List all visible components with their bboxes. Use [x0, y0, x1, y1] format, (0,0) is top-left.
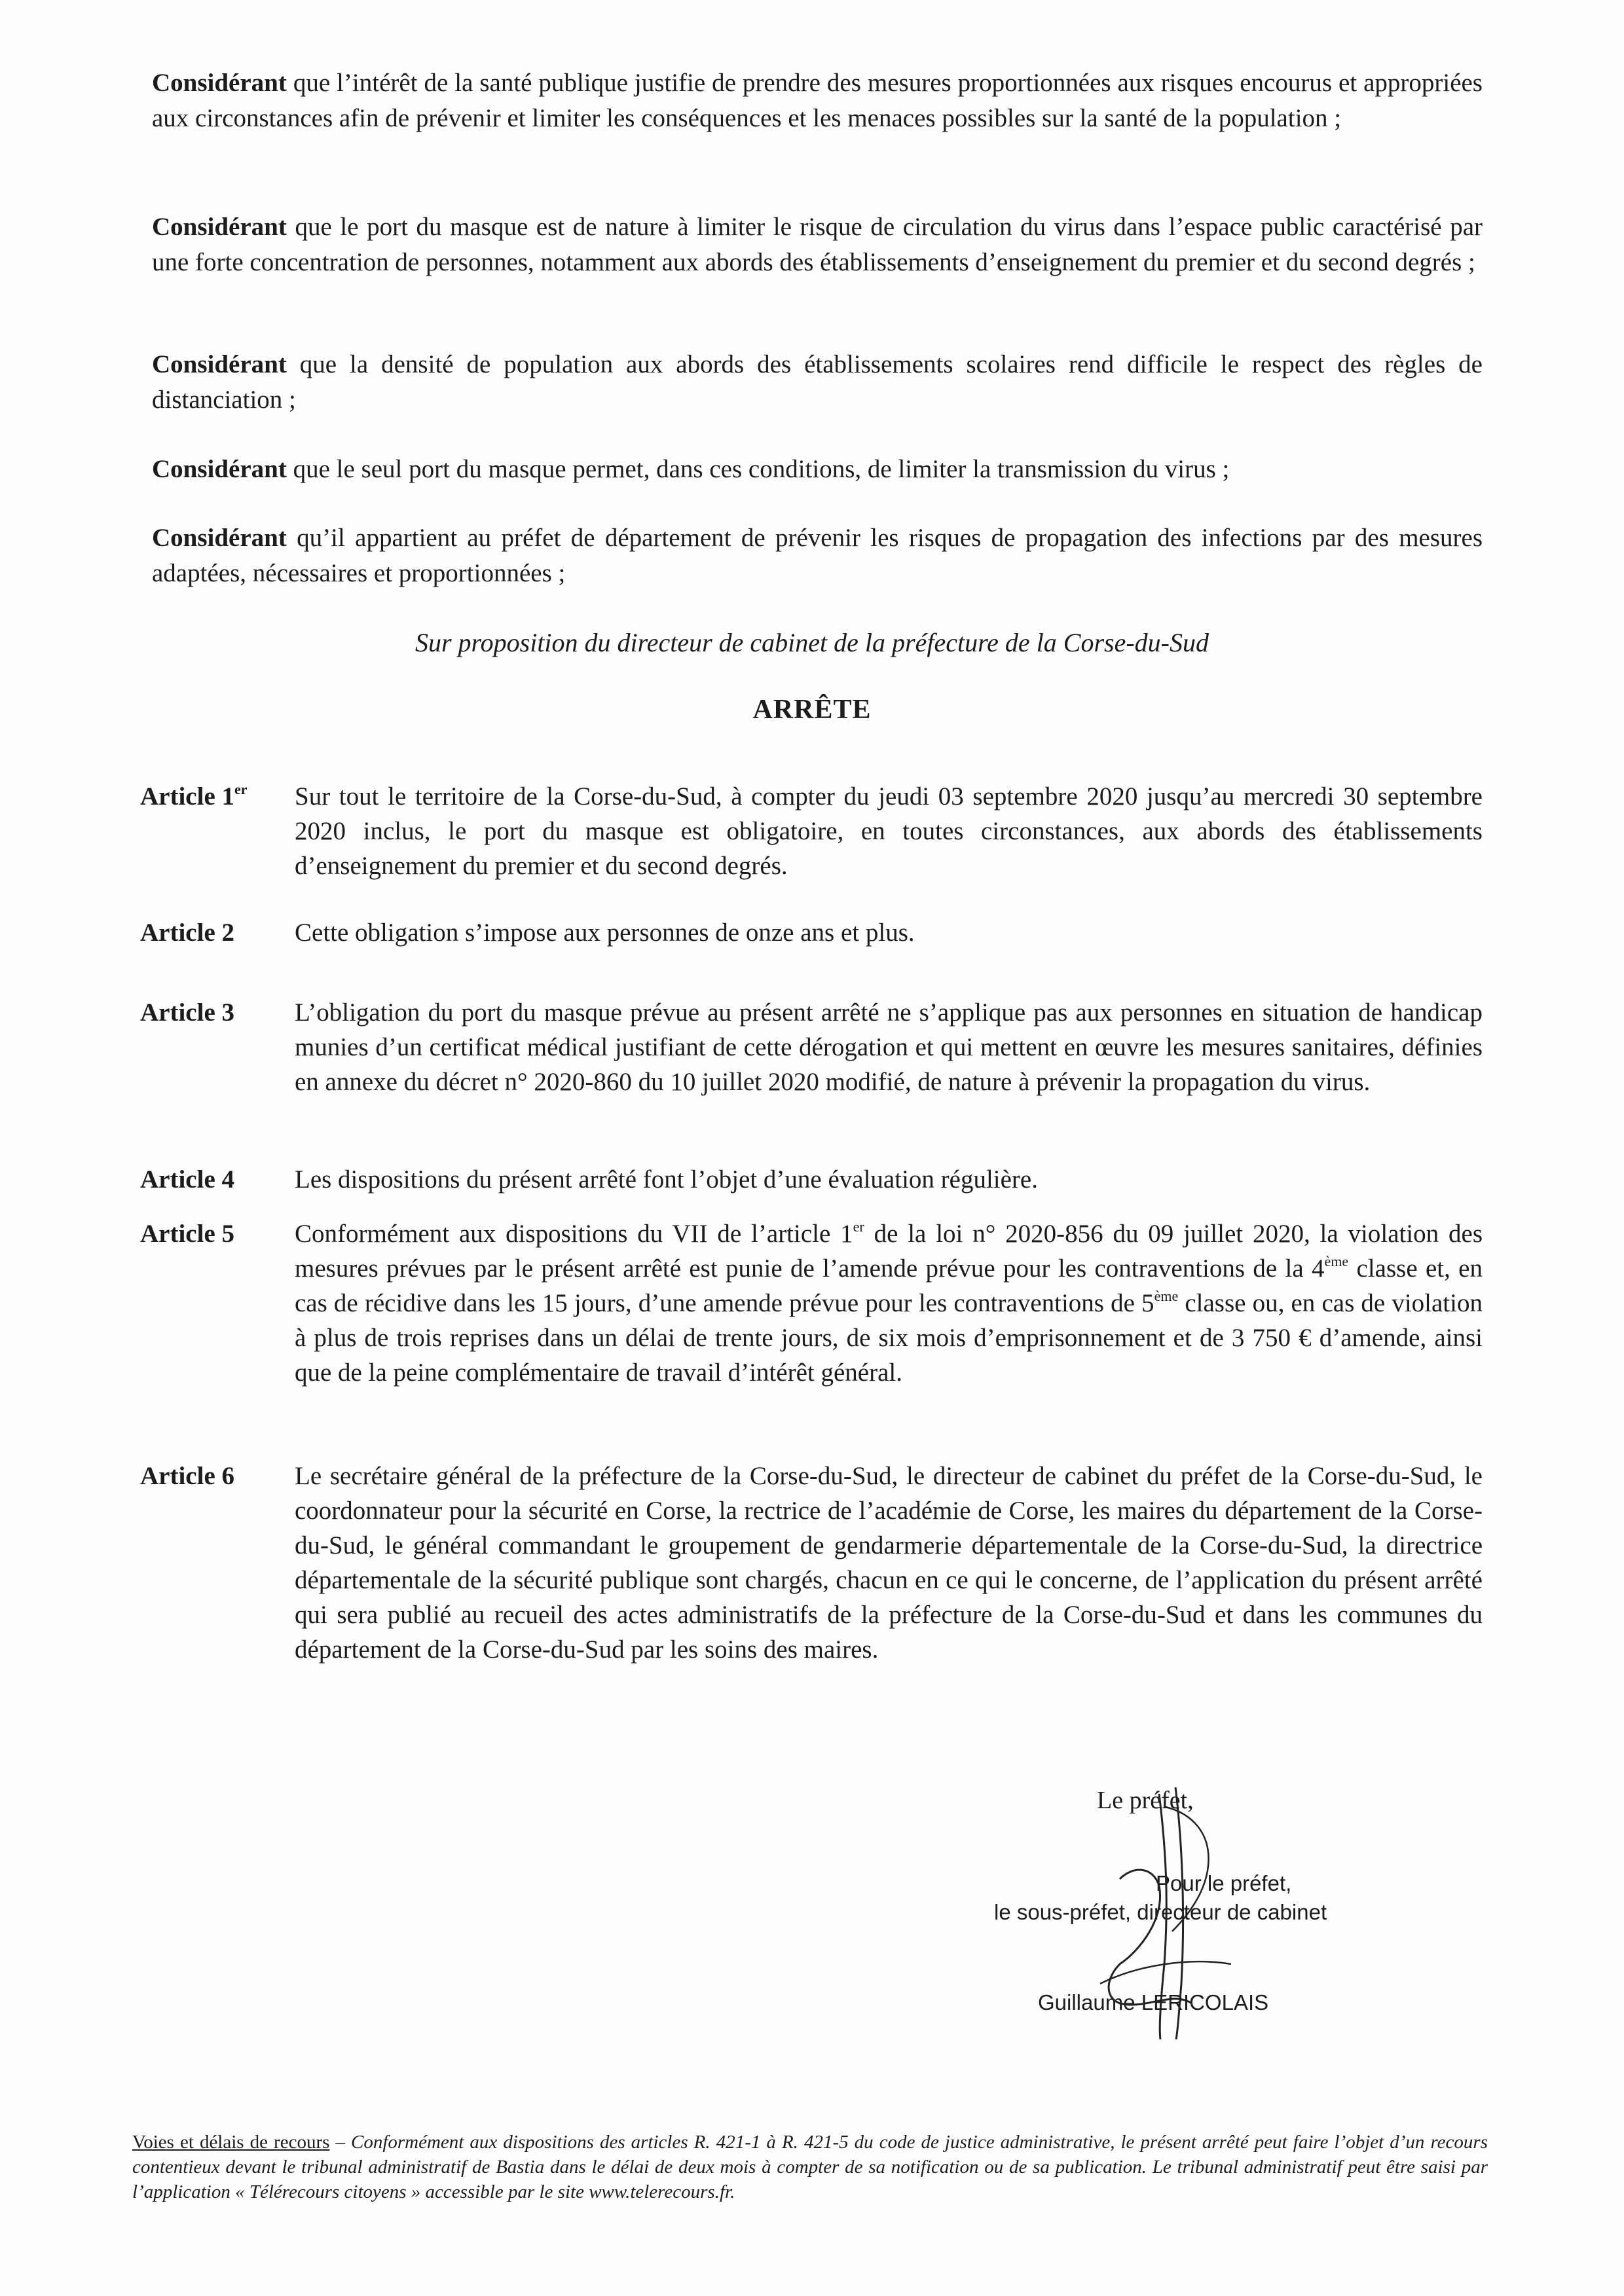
- considerant-keyword: Considérant: [152, 524, 287, 552]
- decree-title: ARRÊTE: [752, 695, 872, 725]
- considerant-4: [152, 452, 1483, 487]
- considerant-text: que le seul port du masque permet, dans ces conditions, de limiter la transmission du virus ;: [286, 455, 1230, 483]
- article-label: Article 6: [140, 1462, 235, 1490]
- considerant-2: [152, 210, 1483, 280]
- considerant-text: que la densité de population aux abords des établissements scolaires rend difficile le respect des règles de distanciation ;: [152, 350, 1483, 414]
- article-text: Les dispositions du présent arrêté font l’objet d’une évaluation régulière.: [295, 1165, 1038, 1194]
- article-label: Article 2: [140, 919, 235, 947]
- considerant-5: [152, 520, 1483, 591]
- footer-text: – Conformément aux dispositions des articles R. 421-1 à R. 421-5 du code de justice administrative, le présent arrêté peut faire l’objet d’un recours contentieux devant le tribunal administratif de Bastia dans le délai de deux mois à compter de sa notification ou de sa publication. Le tribunal administratif peut être saisi par l’application « Télérecours citoyens » accessible par le site www.telerecours.fr.: [132, 2132, 1488, 2202]
- article-6: [140, 1459, 1483, 1667]
- article-label: Article 4: [140, 1165, 235, 1194]
- article-text: Sur tout le territoire de la Corse-du-Sud, à compter du jeudi 03 septembre 2020 jusqu’au mercredi 30 septembre 2020 inclus, le port du masque est obligatoire, en toutes circonstances, aux abords des établissements d’enseignement du premier et du second degrés.: [295, 782, 1483, 880]
- considerant-3: [152, 347, 1483, 418]
- footer-label: Voies et délais de recours: [132, 2132, 330, 2153]
- article-4: [140, 1162, 1483, 1197]
- article-text: Le secrétaire général de la préfecture de la Corse-du-Sud, le directeur de cabinet du préfet de la Corse-du-Sud, le coordonnateur pour la sécurité en Corse, la rectrice de l’académie de Corse, les maires du département de la Corse-du-Sud, le général commandant le groupement de gendarmerie départementale de la Corse-du-Sud, la directrice départementale de la sécurité publique sont chargés, chacun en ce qui le concerne, de l’application du présent arrêté qui sera publié au recueil des actes administratifs de la préfecture de la Corse-du-Sud et dans les communes du département de la Corse-du-Sud par les soins des maires.: [295, 1462, 1483, 1664]
- considerant-keyword: Considérant: [152, 69, 287, 97]
- considerant-text: qu’il appartient au préfet de département de prévenir les risques de propagation des infections par des mesures adaptées, nécessaires et proportionnées ;: [152, 524, 1483, 587]
- article-label: Article 3: [140, 998, 235, 1027]
- article-label: Article 5: [140, 1220, 235, 1248]
- article-2: [140, 915, 1483, 950]
- recourse-footer: [132, 2130, 1488, 2204]
- signature-line-pour: Pour le préfet,: [1156, 1871, 1292, 1895]
- considerant-text: que le port du masque est de nature à limiter le risque de circulation du virus dans l’espace public caractérisé par une forte concentration de personnes, notamment aux abords des établissements d’enseignement du premier et du second degrés ;: [152, 213, 1483, 276]
- signature-line-title: le sous-préfet, directeur de cabinet: [994, 1900, 1327, 1924]
- considerant-keyword: Considérant: [152, 213, 287, 241]
- article-text: L’obligation du port du masque prévue au présent arrêté ne s’applique pas aux personnes en situation de handicap munies d’un certificat médical justifiant de cette dérogation et qui mettent en œuvre les mesures sanitaires, définies en annexe du décret n° 2020-860 du 10 juillet 2020 modifié, de nature à prévenir la propagation du virus.: [295, 998, 1483, 1096]
- considerant-1: [152, 65, 1483, 136]
- considerant-keyword: Considérant: [152, 350, 287, 378]
- article-1: [140, 779, 1483, 883]
- considerant-text: que l’intérêt de la santé publique justifie de prendre des mesures proportionnées aux risques encourus et appropriées aux circonstances afin de prévenir et limiter les conséquences et les menaces possibles sur la santé de la population ;: [152, 69, 1483, 132]
- signature-line-prefet: Le préfet,: [1097, 1787, 1194, 1814]
- proposition-line: Sur proposition du directeur de cabinet de la préfecture de la Corse-du-Sud: [415, 628, 1209, 657]
- signature-name: Guillaume LERICOLAIS: [1038, 1990, 1269, 2014]
- article-text: Conformément aux dispositions du VII de l’article 1er de la loi n° 2020-856 du 09 juillet 2020, la violation des mesures prévues par le présent arrêté est punie de l’amende prévue pour les contraventions de la 4ème classe et, en cas de récidive dans les 15 jours, d’une amende prévue pour les contraventions de 5ème classe ou, en cas de violation à plus de trois reprises dans un délai de trente jours, de six mois d’emprisonnement et de 3 750 € d’amende, ainsi que de la peine complémentaire de travail d’intérêt général.: [295, 1218, 1483, 1387]
- article-3: [140, 995, 1483, 1099]
- considerant-keyword: Considérant: [152, 455, 287, 483]
- handwritten-signature: [1061, 1768, 1297, 2043]
- article-text: Cette obligation s’impose aux personnes de onze ans et plus.: [295, 919, 915, 947]
- article-label: Article 1er: [140, 781, 248, 811]
- article-5: [140, 1216, 1483, 1390]
